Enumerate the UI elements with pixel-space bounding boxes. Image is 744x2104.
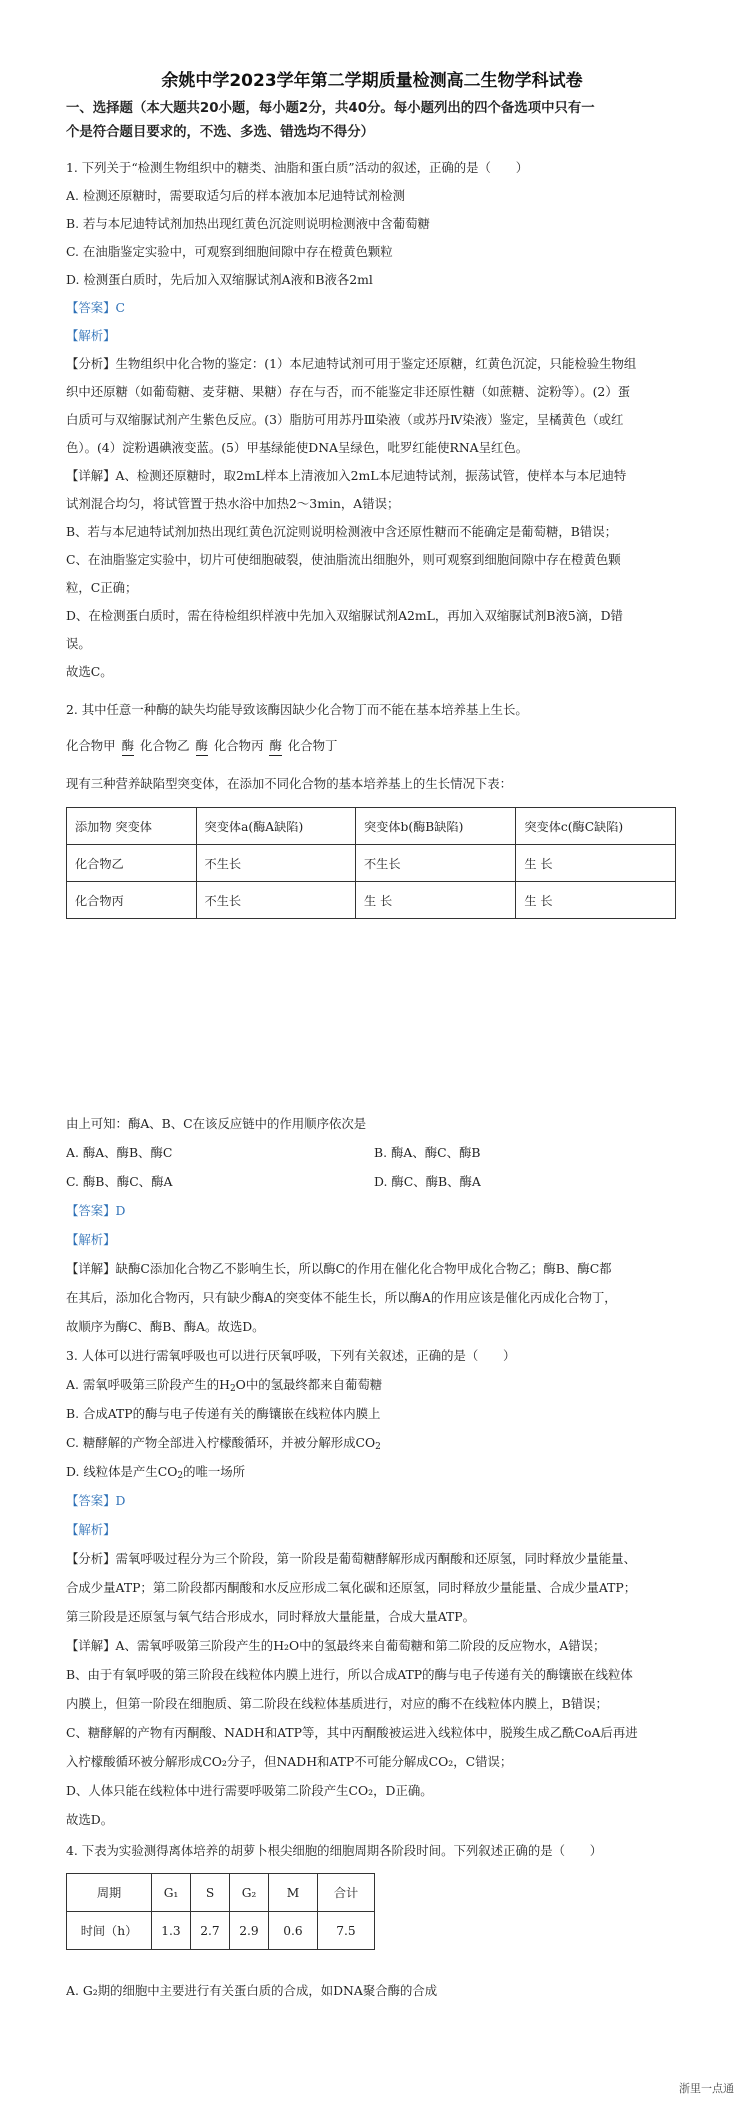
table-cell: 生 长 <box>355 882 515 919</box>
table-cell: 2.9 <box>230 1912 269 1950</box>
table-header-cell: 突变体b(酶B缺陷) <box>355 808 515 845</box>
q2-answer: 【答案】D <box>66 1203 126 1218</box>
table-cell: 化合物乙 <box>67 845 197 882</box>
q2-option-d: D. 酶C、酶B、酶A <box>374 1174 481 1189</box>
q3-analysis-line: 合成少量ATP；第二阶段都丙酮酸和水反应形成二氧化碳和还原氢，同时释放少量能量、合成少量ATP； <box>66 1580 637 1595</box>
table-header-cell: 合计 <box>318 1874 375 1912</box>
q1-stem: 1. 下列关于“检测生物组织中的糖类、油脂和蛋白质”活动的叙述，正确的是（ ） <box>66 160 529 175</box>
q1-option-a: A. 检测还原糖时，需要取适匀后的样本液加本尼迪特试剂检测 <box>66 188 405 203</box>
enzyme-label: 酶 <box>195 738 208 753</box>
q1-detail-line: 试剂混合均匀，将试管置于热水浴中加热2～3min，A错误； <box>66 496 400 511</box>
table-header-cell: 突变体c(酶C缺陷) <box>516 808 676 845</box>
table-cell: 不生长 <box>355 845 515 882</box>
arrow-icon <box>196 755 208 756</box>
q3-jiexi-label: 【解析】 <box>66 1522 116 1537</box>
compound-bing: 化合物丙 <box>213 738 264 753</box>
table-header-cell: 突变体a(酶A缺陷) <box>196 808 355 845</box>
compound-jia: 化合物甲 <box>66 738 116 753</box>
q2-stem: 2. 其中任意一种酶的缺失均能导致该酶因缺少化合物丁而不能在基本培养基上生长。 <box>66 702 528 717</box>
cell-cycle-table <box>66 1873 375 1950</box>
q3-detail-line: 入柠檬酸循环被分解形成CO₂分子，但NADH和ATP不可能分解成CO₂，C错误； <box>66 1754 513 1769</box>
section-heading-cont: 个是符合题目要求的，不选、多选、错选均不得分） <box>66 125 374 140</box>
table-cell: 不生长 <box>196 845 355 882</box>
table-cell: 生 长 <box>516 882 676 919</box>
section-heading: 一、选择题（本大题共20小题，每小题2分，共40分。每小题列出的四个备选项中只有一 <box>66 101 595 116</box>
q3-analysis-line: 【分析】需氧呼吸过程分为三个阶段，第一阶段是葡萄糖酵解形成丙酮酸和还原氢，同时释放少量能量、 <box>66 1551 636 1566</box>
q3-detail-line: 【详解】A、需氧呼吸第三阶段产生的H₂O中的氢最终来自葡萄糖和第二阶段的反应物水，A错误； <box>66 1638 606 1653</box>
q1-option-d: D. 检测蛋白质时，先后加入双缩脲试剂A液和B液各2ml <box>66 272 373 287</box>
table-cell: 0.6 <box>269 1912 318 1950</box>
page-title: 余姚中学2023学年第二学期质量检测高二生物学科试卷 <box>161 71 583 91</box>
q1-option-b: B. 若与本尼迪特试剂加热出现红黄色沉淀则说明检测液中含葡萄糖 <box>66 216 430 231</box>
table-header-row <box>67 1874 375 1912</box>
q1-detail-line: 【详解】A、检测还原糖时，取2mL样本上清液加入2mL本尼迪特试剂，振荡试管，使样本与本尼迪特 <box>66 468 627 483</box>
enzyme-arrow <box>122 738 134 756</box>
q1-option-c: C. 在油脂鉴定实验中，可观察到细胞间隙中存在橙黄色颗粒 <box>66 244 393 259</box>
table-header-cell: M <box>269 1874 318 1912</box>
q2-detail-line: 在其后，添加化合物丙，只有缺少酶A的突变体不能生长，所以酶A的作用应该是催化丙成化合物丁， <box>66 1290 617 1305</box>
q3-answer: 【答案】D <box>66 1493 126 1508</box>
enzyme-label: 酶 <box>269 738 282 753</box>
table-header-row <box>67 808 676 845</box>
table-cell: 不生长 <box>196 882 355 919</box>
table-cell: 7.5 <box>318 1912 375 1950</box>
compound-yi: 化合物乙 <box>139 738 190 753</box>
table-cell: 生 长 <box>516 845 676 882</box>
arrow-icon <box>122 755 134 756</box>
q3-stem: 3. 人体可以进行需氧呼吸也可以进行厌氧呼吸，下列有关叙述，正确的是（ ） <box>66 1348 516 1363</box>
q1-analysis-line: 织中还原糖（如葡萄糖、麦芽糖、果糖）存在与否，而不能鉴定非还原性糖（如蔗糖、淀粉等）。(2）蛋 <box>66 384 631 399</box>
table-cell: 化合物丙 <box>67 882 197 919</box>
q1-analysis-line: 白质可与双缩脲试剂产生紫色反应。(3）脂肪可用苏丹Ⅲ染液（或苏丹Ⅳ染液）鉴定，呈橘黄色（或红 <box>66 412 624 427</box>
table-header-cell: 周期 <box>67 1874 152 1912</box>
footer-watermark: 浙里一点通 <box>679 2082 734 2095</box>
q1-detail-line: B、若与本尼迪特试剂加热出现红黄色沉淀则说明检测液中含还原性糖而不能确定是葡萄糖，B错误； <box>66 524 618 539</box>
q2-detail-line: 【详解】缺酶C添加化合物乙不影响生长，所以酶C的作用在催化化合物甲成化合物乙；酶B、酶C都 <box>66 1261 612 1276</box>
q2-intro: 现有三种营养缺陷型突变体，在添加不同化合物的基本培养基上的生长情况下表： <box>66 776 513 791</box>
reaction-chain <box>66 738 678 756</box>
q3-detail-line: 内膜上，但第一阶段在细胞质、第二阶段在线粒体基质进行，对应的酶不在线粒体内膜上，B错误； <box>66 1696 608 1711</box>
q3-option-b: B. 合成ATP的酶与电子传递有关的酶镶嵌在线粒体内膜上 <box>66 1406 381 1421</box>
q1-detail-line: D、在检测蛋白质时，需在待检组织样液中先加入双缩脲试剂A2mL，再加入双缩脲试剂B液5滴，D错 <box>66 608 623 623</box>
table-row <box>67 1912 375 1950</box>
table-header-cell: S <box>191 1874 230 1912</box>
q4-option-a: A. G₂期的细胞中主要进行有关蛋白质的合成，如DNA聚合酶的合成 <box>66 1983 438 1998</box>
table-row <box>67 882 676 919</box>
enzyme-arrow <box>196 738 208 756</box>
arrow-icon <box>269 755 281 756</box>
q3-detail-line: B、由于有氧呼吸的第三阶段在线粒体内膜上进行，所以合成ATP的酶与电子传递有关的酶镶嵌在线粒体 <box>66 1667 633 1682</box>
table-row <box>67 845 676 882</box>
q2-question: 由上可知：酶A、B、C在该反应链中的作用顺序依次是 <box>66 1116 367 1131</box>
table-cell: 1.3 <box>152 1912 191 1950</box>
q3-detail-line: C、糖酵解的产物有丙酮酸、NADH和ATP等，其中丙酮酸被运进入线粒体中，脱羧生成乙酰CoA后再进 <box>66 1725 638 1740</box>
table-header-cell: 添加物 突变体 <box>67 808 197 845</box>
q4-stem: 4. 下表为实验测得离体培养的胡萝卜根尖细胞的细胞周期各阶段时间。下列叙述正确的是（ ） <box>66 1843 603 1858</box>
q3-option-d: D. 线粒体是产生$CO_2$的唯一场所 <box>66 1464 246 1480</box>
mutant-growth-table <box>66 807 676 919</box>
q2-option-b: B. 酶A、酶C、酶B <box>374 1145 481 1160</box>
compound-ding: 化合物丁 <box>287 738 338 753</box>
q3-analysis-line: 第三阶段是还原氢与氧气结合形成水，同时释放大量能量，合成大量ATP。 <box>66 1609 475 1624</box>
q3-conclusion: 故选D。 <box>66 1812 114 1827</box>
q1-analysis-line: 【分析】生物组织中化合物的鉴定：(1）本尼迪特试剂可用于鉴定还原糖，红黄色沉淀，只能检验生物组 <box>66 356 637 371</box>
q1-detail-line: 粒，C正确； <box>66 580 138 595</box>
q3-option-a: A. 需氧呼吸第三阶段产生的$H_2O$中的氢最终都来自葡萄糖 <box>66 1377 383 1393</box>
q2-detail-line: 故顺序为酶C、酶B、酶A。故选D。 <box>66 1319 265 1334</box>
enzyme-arrow <box>269 738 281 756</box>
q2-option-c: C. 酶B、酶C、酶A <box>66 1174 173 1189</box>
q1-jiexi-label: 【解析】 <box>66 328 116 343</box>
table-header-cell: G₂ <box>230 1874 269 1912</box>
q1-answer: 【答案】C <box>66 300 126 315</box>
table-cell: 时间（h） <box>67 1912 152 1950</box>
q1-analysis-line: 色）。(4）淀粉遇碘液变蓝。(5）甲基绿能使DNA呈绿色，吡罗红能使RNA呈红色。 <box>66 440 529 455</box>
table-header-cell: G₁ <box>152 1874 191 1912</box>
q3-option-c: C. 糖酵解的产物全部进入柠檬酸循环，并被分解形成$CO_2$ <box>66 1435 381 1451</box>
q2-jiexi-label: 【解析】 <box>66 1232 116 1247</box>
q1-detail-line: C、在油脂鉴定实验中，切片可使细胞破裂，使油脂流出细胞外，则可观察到细胞间隙中存在橙黄色颗 <box>66 552 621 567</box>
q1-detail-line: 误。 <box>66 636 91 651</box>
q2-option-a: A. 酶A、酶B、酶C <box>66 1145 173 1160</box>
q1-conclusion: 故选C。 <box>66 664 113 679</box>
q3-detail-line: D、人体只能在线粒体中进行需要呼吸第二阶段产生CO₂，D正确。 <box>66 1783 433 1798</box>
enzyme-label: 酶 <box>121 738 134 753</box>
table-cell: 2.7 <box>191 1912 230 1950</box>
